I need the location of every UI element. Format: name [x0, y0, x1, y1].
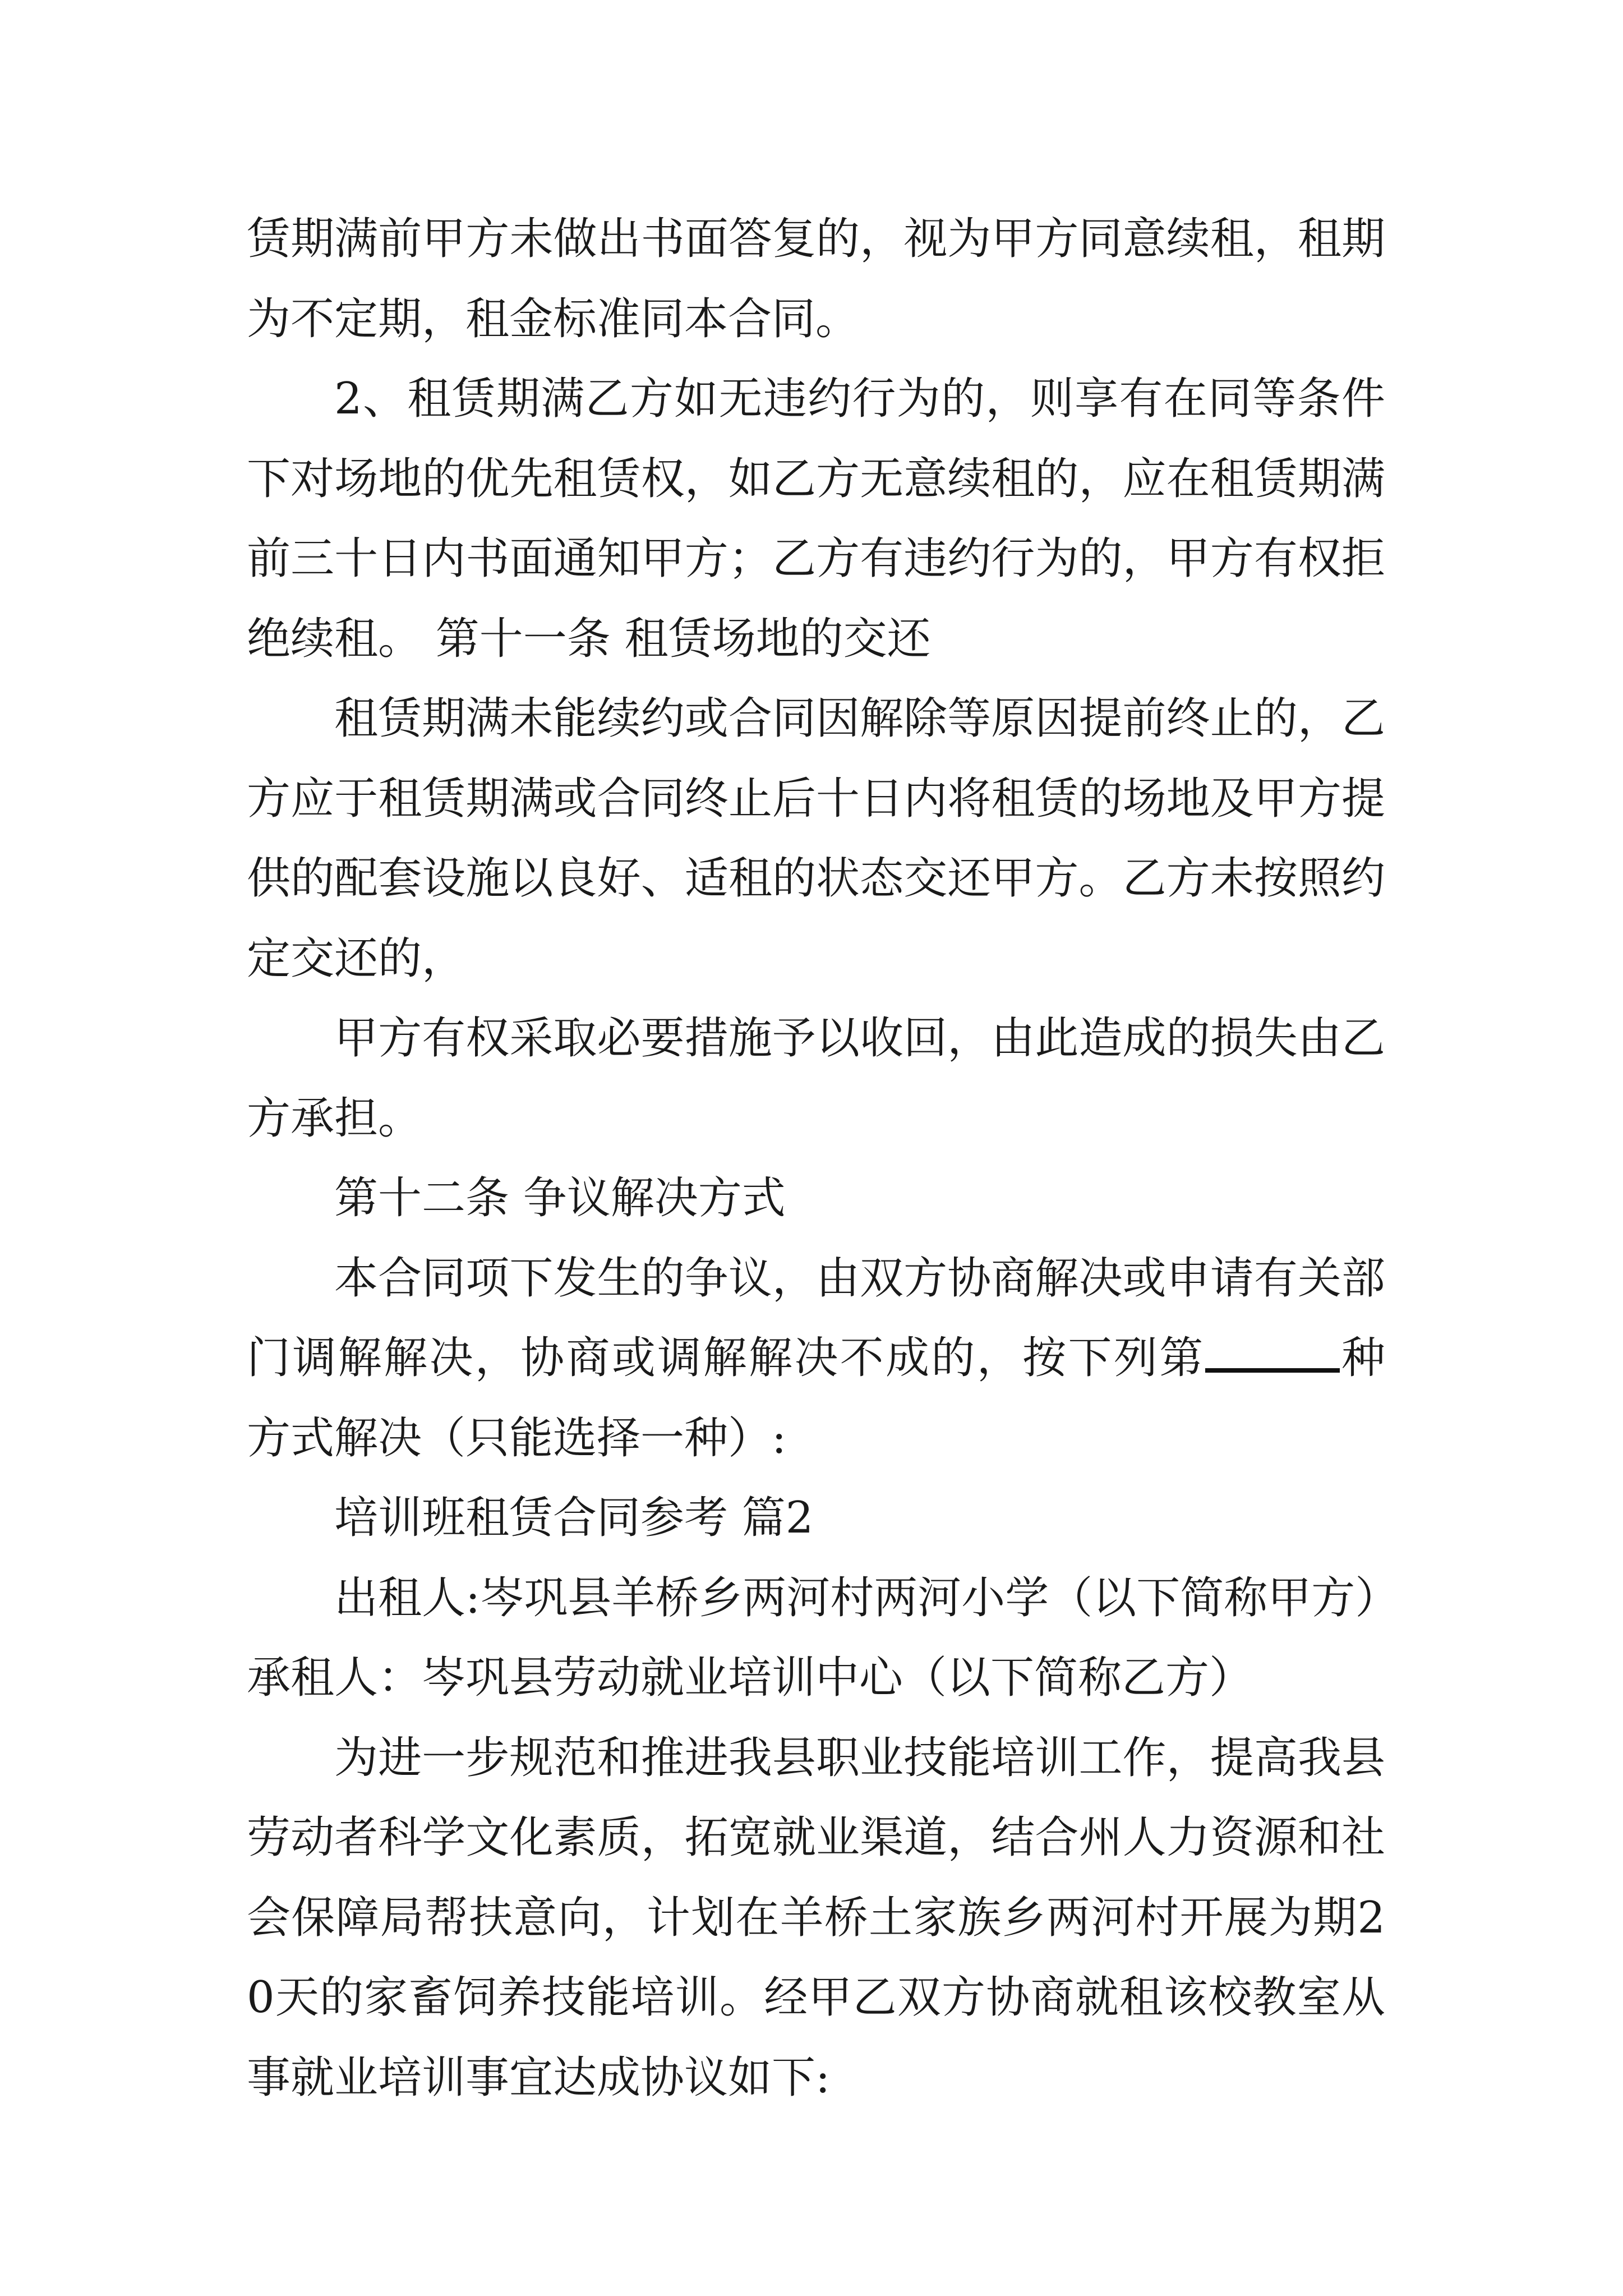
- document-body: [247, 199, 1399, 2118]
- paragraph-lease-renewal-reply: 赁期满前甲方未做出书面答复的，视为甲方同意续租，租期为不定期，租金标准同本合同。: [247, 214, 1385, 344]
- paragraph-priority-lease-right: 2、租赁期满乙方如无违约行为的，则享有在同等条件下对场地的优先租赁权，如乙方无意续租的，应在租赁期满前三十日内书面通知甲方；乙方有违约行为的，甲方有权拒绝续租。 第十一条 租赁场地的交还: [247, 374, 1385, 664]
- article-12-heading: 第十二条 争议解决方式: [334, 1173, 786, 1223]
- section-title-contract-2: 培训班租赁合同参考 篇2: [334, 1493, 814, 1543]
- paragraph-training-purpose: 为进一步规范和推进我县职业技能培训工作，提高我县劳动者科学文化素质，拓宽就业渠道，结合州人力资源和社会保障局帮扶意向，计划在羊桥土家族乡两河村开展为期20天的家畜饲养技能培训。经甲乙双方协商就租该校教室从事就业培训事宜达成协议如下:: [247, 1732, 1385, 2103]
- paragraph-lessee: 承租人：岑巩县劳动就业培训中心（以下简称乙方）: [247, 1653, 1253, 1703]
- paragraph-recovery-measures: 甲方有权采取必要措施予以收回，由此造成的损失由乙方承担。: [247, 1013, 1385, 1144]
- paragraph-dispute-resolution: [247, 1239, 1385, 1479]
- fill-in-blank: [1205, 1335, 1340, 1373]
- paragraph-site-return: 租赁期满未能续约或合同因解除等原因提前终止的，乙方应于租赁期满或合同终止后十日内将租赁的场地及甲方提供的配套设施以良好、适租的状态交还甲方。乙方未按照约定交还的，: [247, 693, 1385, 984]
- dispute-text-before-blank: 本合同项下发生的争议，由双方协商解决或申请有关部门调解解决，协商或调解解决不成的，按下列第: [247, 1253, 1385, 1383]
- paragraph-lessor: 出租人:岑巩县羊桥乡两河村两河小学（以下简称甲方）: [334, 1572, 1399, 1623]
- dispute-text-after-blank: 种方式解决（只能选择一种）:: [247, 1333, 1385, 1464]
